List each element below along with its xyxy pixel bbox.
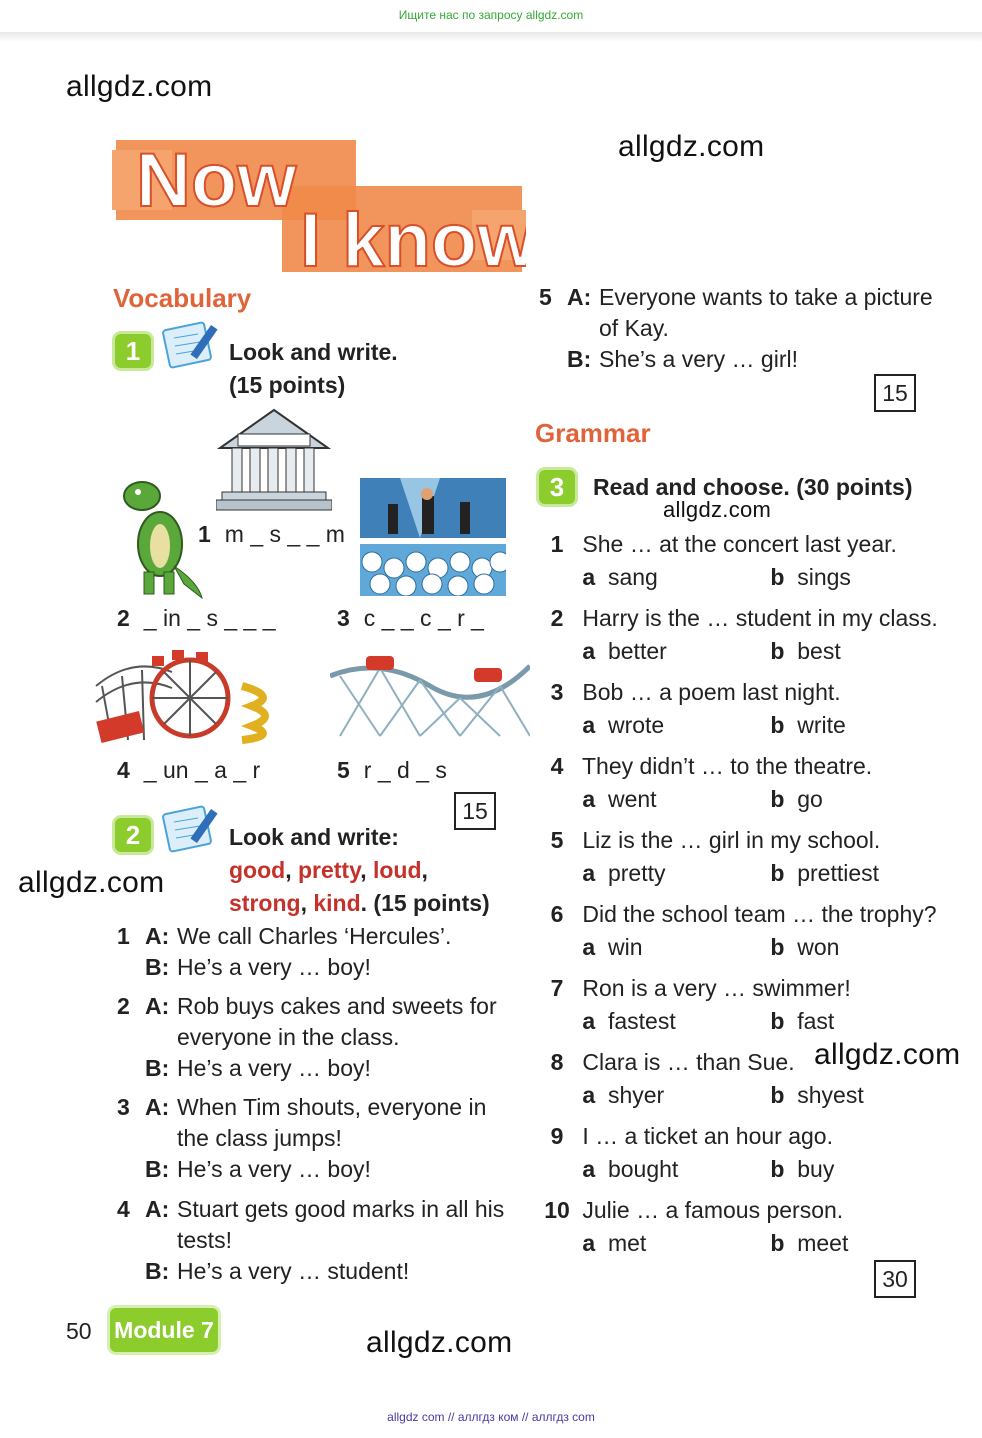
watermark: allgdz.com [618, 130, 765, 163]
vocabulary-title: Vocabulary [113, 283, 252, 313]
grammar-item: 9 I … a ticket an hour ago. a bought b buy [538, 1121, 958, 1195]
grammar-item: 7 Ron is a very … swimmer! a fastest b fast [538, 973, 958, 1047]
now-i-know-logo [112, 120, 526, 288]
option-b[interactable]: b shyest [770, 1082, 864, 1108]
dialogue-5: 5 A: Everyone wants to take a picture of Kay. B: She’s a very … girl! [539, 284, 933, 372]
option-a[interactable]: a sang [582, 564, 658, 590]
module-badge: Module 7 [110, 1308, 218, 1352]
top-notice: Ищите нас по запросу allgdz.com [398, 8, 584, 22]
exercise-2-instruction: Look and write: good, pretty, loud, strong, kind. (15 points) [229, 824, 490, 916]
exercise-1-badge: 1 [115, 334, 151, 368]
footer-links: allgdz com // аллгдз ком // аллгдз com [387, 1410, 595, 1424]
dialogue-3: 3 A: When Tim shouts, everyone in the class jumps! B: He’s a very … boy! [117, 1094, 487, 1182]
dialogue-1: 1 A: We call Charles ‘Hercules’. B: He’s a very … boy! [117, 923, 452, 980]
grammar-item: 10 Julie … a famous person. a met b meet [538, 1195, 958, 1269]
grammar-item: 5 Liz is the … girl in my school. a pretty b prettiest [538, 825, 958, 899]
watermark: allgdz.com [366, 1326, 513, 1359]
grammar-title: Grammar [535, 418, 651, 448]
option-b[interactable]: b sings [770, 564, 851, 590]
option-a[interactable]: a wrote [582, 712, 665, 738]
concert-picture [360, 478, 506, 601]
option-b[interactable]: b won [770, 934, 840, 960]
museum-picture [216, 404, 332, 519]
vocab-item-3: 3 c _ _ c _ r _ [337, 605, 484, 631]
svg-text:Now: Now [136, 138, 297, 223]
score-box: 15 [454, 792, 496, 830]
dinosaur-picture [114, 474, 204, 605]
option-b[interactable]: b prettiest [770, 860, 880, 886]
exercise-3-badge: 3 [539, 470, 575, 504]
vocab-item-5: 5 r _ d _ s [337, 757, 447, 783]
grammar-item: 8 Clara is … than Sue. a shyer b shyest [538, 1047, 958, 1121]
pencil-paper-icon [160, 804, 224, 861]
option-b[interactable]: b go [770, 786, 823, 812]
dialogue-4: 4 A: Stuart gets good marks in all his tests! B: He’s a very … student! [117, 1196, 505, 1284]
option-b[interactable]: b best [770, 638, 841, 664]
option-a[interactable]: a shyer [582, 1082, 665, 1108]
watermark: allgdz.com [663, 497, 772, 522]
grammar-item: 4 They didn’t … to the theatre. a went b go [538, 751, 958, 825]
pencil-paper-icon [160, 320, 224, 377]
exercise-3-instruction: Read and choose. (30 points) [593, 474, 913, 500]
option-a[interactable]: a better [582, 638, 667, 664]
option-a[interactable]: a met [582, 1230, 647, 1256]
grammar-list [538, 529, 961, 1269]
option-b[interactable]: b meet [770, 1230, 849, 1256]
funfair-picture [92, 646, 288, 749]
option-b[interactable]: b fast [770, 1008, 835, 1034]
header-shadow [0, 32, 982, 42]
option-a[interactable]: a fastest [582, 1008, 676, 1034]
grammar-item: 1 She … at the concert last year. a sang b sings [538, 529, 958, 603]
vocab-item-1: 1 m _ s _ _ m [198, 521, 345, 547]
option-a[interactable]: a pretty [582, 860, 666, 886]
watermark: allgdz.com [18, 866, 165, 899]
option-b[interactable]: b buy [770, 1156, 835, 1182]
page-number: 50 [66, 1318, 92, 1344]
dialogue-2: 2 A: Rob buys cakes and sweets for everyone in the class. B: He’s a very … boy! [117, 993, 497, 1081]
grammar-item: 6 Did the school team … the trophy? a win b won [538, 899, 958, 973]
watermark: allgdz.com [66, 70, 213, 103]
exercise-2-badge: 2 [115, 818, 151, 852]
svg-text:I know: I know [300, 198, 526, 283]
vocab-item-2: 2 _ in _ s _ _ _ [117, 605, 276, 631]
score-box: 30 [874, 1260, 916, 1298]
grammar-item: 3 Bob … a poem last night. a wrote b write [538, 677, 958, 751]
option-a[interactable]: a win [582, 934, 643, 960]
score-box: 15 [874, 374, 916, 412]
vocab-item-4: 4 _ un _ a _ r [117, 757, 261, 783]
grammar-item: 2 Harry is the … student in my class. a better b best [538, 603, 958, 677]
option-a[interactable]: a bought [582, 1156, 679, 1182]
option-b[interactable]: b write [770, 712, 846, 738]
rides-picture [330, 646, 530, 743]
watermark: allgdz.com [814, 1038, 961, 1071]
option-a[interactable]: a went [582, 786, 657, 812]
exercise-1-instruction: Look and write. (15 points) [229, 339, 398, 398]
